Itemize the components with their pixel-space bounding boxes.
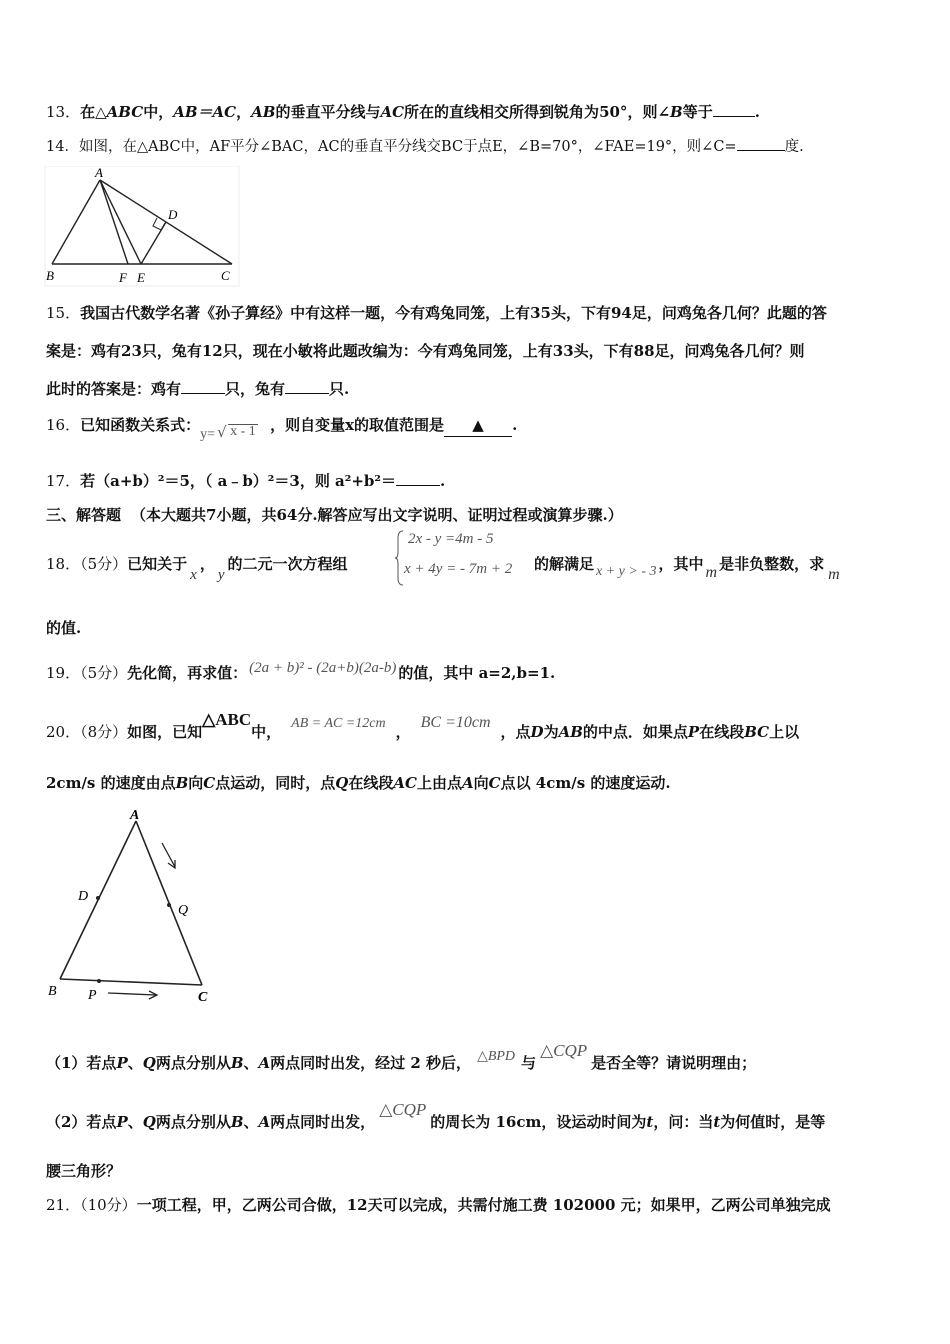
question-16: 16．已知函数关系式： y= √ x - 1 ，则自变量x的取值范围是 ▲ . [46,416,518,442]
label-q: Q [178,903,189,918]
question-20-part-2: （2）若点P、Q两点分别从B、A两点同时出发，△CQP的周长为 16cm，设运动时间为t，问：当t为何值时，是等 [46,1100,826,1131]
label-b: B [46,268,54,283]
answer-blank [285,379,329,394]
answer-blank [713,102,755,117]
formula-sqrt: y= √ x - 1 [200,423,256,442]
question-20-part-1: （1）若点P、Q两点分别从B、A两点同时出发，经过 2 秒后， △BPD 与△CQP是否全等？请说明理由； [46,1041,757,1072]
answer-blank [181,379,225,394]
triangle-marker-icon: ▲ [472,416,484,434]
question-15-line-3: 此时的答案是：鸡有 只，兔有 只. [46,380,350,398]
section-3-heading: 三、解答题 （本大题共7小题，共64分.解答应写出文字说明、证明过程或演算步骤.） [46,506,623,524]
arrow-icon-a-to-c [162,843,175,868]
label-b: B [48,984,57,999]
label-e: E [137,270,145,285]
answer-blank [737,136,785,151]
question-15-line-2: 案是：鸡有23只，兔有12只，现在小敏将此题改编为：今有鸡兔同笼，上有33头，下有88足，问鸡兔各几何？则 [46,342,805,360]
question-14: 14．如图，在△ABC中，AF平分∠BAC，AC的垂直平分线交BC于点E，∠B=70°，∠FAE=19°，则∠C= 度. [46,136,804,158]
equation-2: x + 4y = - 7m + 2 [404,561,513,577]
label-a: A [130,808,140,823]
figure-20-triangle [44,805,224,1010]
question-21: 21．（10分）一项工程，甲，乙两公司合做，12天可以完成，共需付施工费 102000 元；如果甲，乙两公司单独完成 [46,1196,831,1214]
segment-bc [60,979,202,985]
question-15-line-1: 15．我国古代数学名著《孙子算经》中有这样一题，今有鸡兔同笼，上有35头，下有94足，问鸡兔各几何？此题的答 [46,304,827,322]
label-a: A [95,166,103,180]
label-c: C [221,268,230,283]
answer-blank [396,471,440,486]
question-18-line-2: 的值. [46,619,82,637]
question-18-cont: 的解满足 x + y > - 3 ，其中 m 是非负整数，求m [534,555,840,583]
point-p [97,979,101,983]
arrow-icon-b-to-c [108,991,157,999]
label-d: D [168,207,178,222]
question-17: 17．若（a+b）²＝5，（ a﹣b）²＝3，则 a²+b²＝ . [46,472,446,490]
point-d [96,896,100,900]
label-d: D [78,889,89,904]
question-20-part-2-line-2: 腰三角形？ [46,1162,122,1180]
question-19: 19．（5分）先化简，再求值： (2a + b)² - (2a+b)(2a-b) 的值，其中 a=2,b=1. [46,660,556,682]
label-p: P [88,988,97,1003]
question-20-line-2: 2cm/s 的速度由点B向C点运动，同时，点Q在线段AC上由点A向C点以 4cm/s 的速度运动. [46,774,671,792]
label-c: C [198,990,208,1005]
equation-1: 2x - y =4m - 5 [408,531,494,547]
question-18: 18．（5分）已知关于x，y的二元一次方程组 [46,555,348,583]
point-q [167,903,171,907]
question-20: 20．（8分）如图，已知△ABC中， AB = AC =12cm ，BC =10cm，点D为AB的中点．如果点P在线段BC上以 [46,710,800,741]
sqrt-icon: √ [217,423,227,441]
label-f: F [119,270,127,285]
expression: (2a + b)² - (2a+b)(2a-b) [249,660,397,676]
figure-14-triangle [44,166,240,288]
question-13: 13．在△ABC中，AB＝AC，AB的垂直平分线与AC所在的直线相交所得到锐角为50°，则∠B等于 . [46,103,760,121]
